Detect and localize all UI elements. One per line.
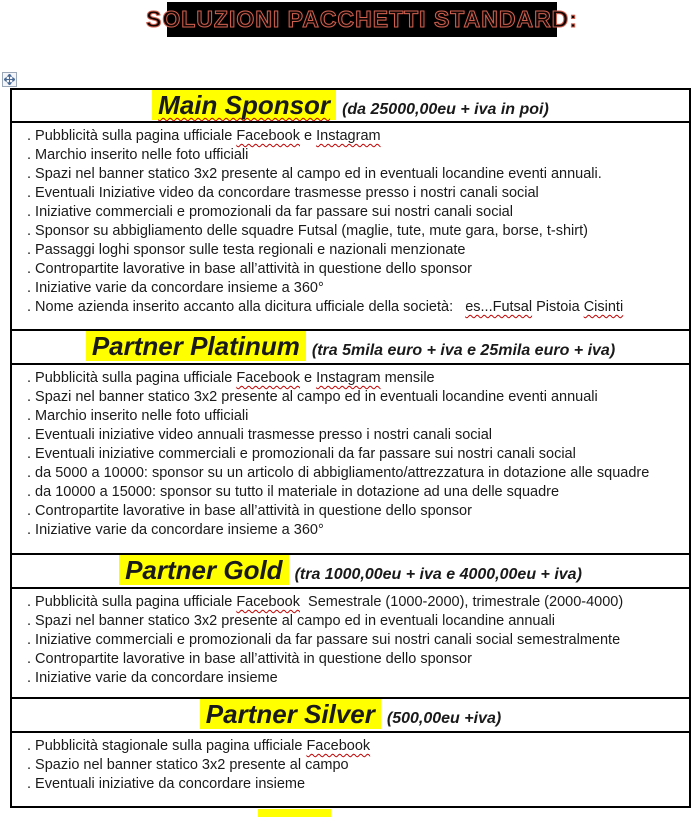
bullet-item: . Spazio nel banner statico 3x2 presente al campo (27, 757, 349, 773)
spellcheck-flagged-word: Facebook (306, 738, 371, 754)
section-title: Partner Gold (119, 555, 288, 585)
bullet-item: . Pubblicità sulla pagina ufficiale Facebook e Instagram (27, 128, 381, 144)
bullet-item: . Pubblicità stagionale sulla pagina ufficiale Facebook (27, 738, 371, 754)
section-price: (da 25000,00eu + iva in poi) (342, 101, 549, 118)
bullet-item: . Iniziative varie da concordare insieme a 360° (27, 522, 324, 538)
spellcheck-flagged-word: Instagram (316, 370, 381, 386)
section-header-partner-gold (12, 555, 689, 589)
section-header-partner-silver (12, 699, 689, 733)
document-title: SOLUZIONI PACCHETTI STANDARD: (146, 6, 578, 32)
bullet-item: . Contropartite lavorative in base all’attività in questione dello sponsor (27, 503, 472, 519)
sponsorship-table (10, 88, 691, 808)
bullet-item: . Eventuali iniziative commerciali e promozionali da far passare sui nostri canali social (27, 446, 576, 462)
bullet-item: . da 10000 a 15000: sponsor su tutto il materiale in dotazione ad una delle squadre (27, 484, 560, 500)
bullet-item: . Iniziative commerciali e promozionali da far passare sui nostri canali social (27, 204, 513, 220)
spellcheck-flagged-word: Instagram (316, 128, 381, 144)
document-title-banner (146, 2, 578, 37)
bullet-item: . Iniziative commerciali e promozionali da far passare sui nostri canali social semestralmente (27, 632, 621, 648)
spellcheck-flagged-word: Cisinti (583, 299, 624, 315)
bullet-item: . Contropartite lavorative in base all’attività in questione dello sponsor (27, 261, 472, 277)
section-content-partner-silver (12, 733, 689, 804)
bullet-item: . da 5000 a 10000: sponsor su un articolo di abbigliamento/attrezzatura in dotazione alle squadre (27, 465, 650, 481)
section-title: Partner Silver (200, 699, 381, 729)
bullet-item: . Eventuali iniziative da concordare insieme (27, 776, 306, 792)
bullet-item: . Spazi nel banner statico 3x2 presente al campo ed in eventuali locandine eventi annuali (27, 389, 598, 405)
section-content-partner-gold (12, 589, 689, 699)
bullet-item: . Contropartite lavorative in base all’attività in questione dello sponsor (27, 651, 472, 667)
section-content-partner-platinum (12, 365, 689, 555)
section-header-partner-platinum (12, 331, 689, 365)
bullet-item: . Iniziative varie da concordare insieme (27, 670, 278, 686)
section-price: (tra 1000,00eu + iva e 4000,00eu + iva) (294, 566, 582, 583)
spellcheck-flagged-word: es...Futsal (465, 299, 533, 315)
section-header-main-sponsor (12, 90, 689, 123)
bullet-item: . Passaggi loghi sponsor sulle testa regionali e nazionali menzionate (27, 242, 466, 258)
section-title: Partner Platinum (86, 331, 306, 361)
bullet-item: . Eventuali Iniziative video da concordare trasmesse presso i nostri canali social (27, 185, 539, 201)
bullet-item: . Pubblicità sulla pagina ufficiale Facebook e Instagram mensile (27, 370, 435, 386)
bullet-item: . Pubblicità sulla pagina ufficiale Facebook Semestrale (1000-2000), trimestrale (2000-4000) (27, 594, 624, 610)
bullet-item: . Marchio inserito nelle foto ufficiali (27, 408, 249, 424)
section-title: Main Sponsor (152, 90, 336, 120)
move-cross-icon (4, 74, 15, 85)
section-content-main-sponsor (12, 123, 689, 331)
section-price: (tra 5mila euro + iva e 25mila euro + iva) (311, 342, 616, 359)
bullet-item: . Eventuali iniziative video annuali trasmesse presso i nostri canali social (27, 427, 493, 443)
section-price: (500,00eu +iva) (386, 710, 502, 727)
bullet-item: . Marchio inserito nelle foto ufficiali (27, 147, 249, 163)
spellcheck-flagged-word: Facebook (236, 128, 300, 144)
spellcheck-flagged-word: Facebook (236, 594, 300, 610)
bullet-item: . Iniziative varie da concordare insieme a 360° (27, 280, 324, 296)
next-section-highlight-partial (258, 809, 331, 817)
spellcheck-flagged-word: Facebook (236, 370, 300, 386)
table-move-handle-icon[interactable] (2, 72, 17, 87)
bullet-item: . Spazi nel banner statico 3x2 presente al campo ed in eventuali locandine eventi annuali. (27, 166, 602, 182)
bullet-item: . Spazi nel banner statico 3x2 presente al campo ed in eventuali locandine annuali (27, 613, 555, 629)
bullet-item: . Sponsor su abbigliamento delle squadre Futsal (maglie, tute, mute gara, borse, t-shirt) (27, 223, 588, 239)
bullet-item: . Nome azienda inserito accanto alla dicitura ufficiale della società: es...Futsal Pistoia Cisinti (27, 299, 624, 315)
